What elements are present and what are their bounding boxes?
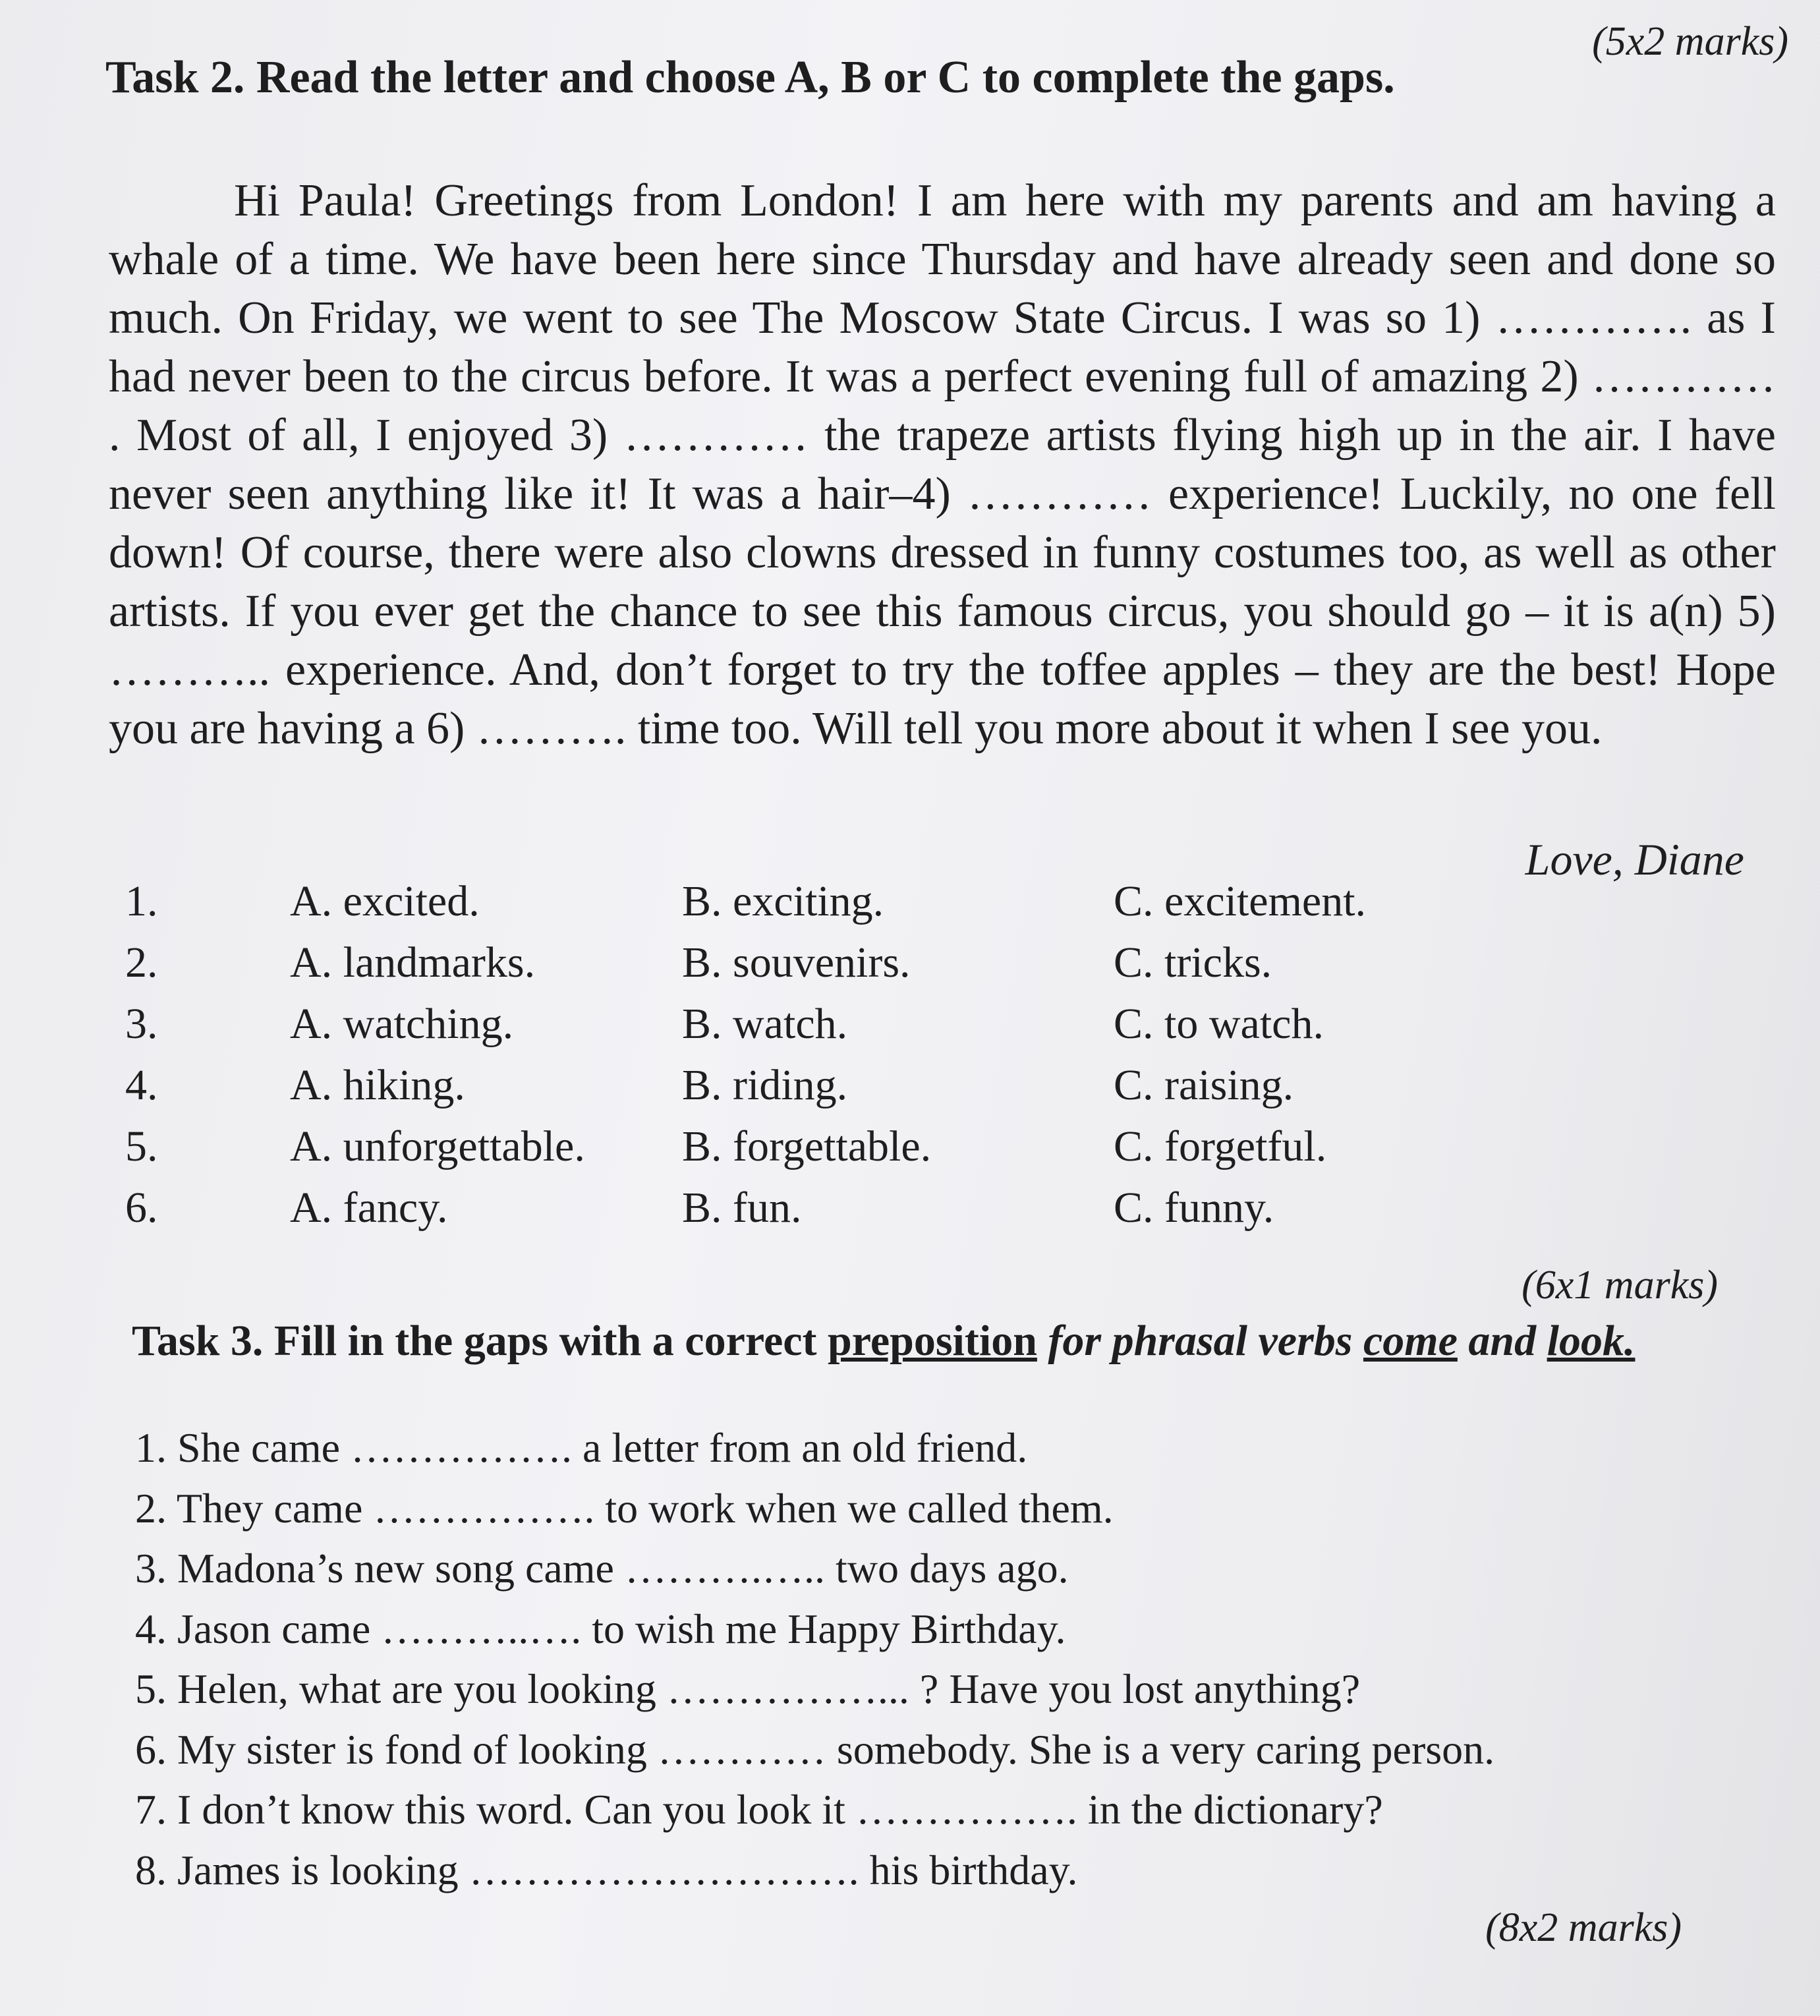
- option-c: C. excitement.: [1114, 877, 1367, 925]
- option-a: A. unforgettable.: [290, 1122, 585, 1170]
- option-row: [125, 938, 1641, 998]
- option-c: C. raising.: [1114, 1061, 1294, 1109]
- task2-marks: (5x2 marks): [1592, 19, 1788, 64]
- option-number: 2.: [125, 938, 158, 987]
- list-item: 3. Madona’s new song came ……….….. two days ago.: [135, 1545, 1069, 1592]
- task3-title-start: Task 3. Fill in the gaps with a correct: [132, 1317, 828, 1365]
- task3-title: [132, 1315, 1700, 1368]
- option-row: [125, 877, 1641, 937]
- option-number: 1.: [125, 877, 158, 925]
- option-number: 5.: [125, 1122, 158, 1170]
- list-item: 1. She came ……………. a letter from an old friend.: [135, 1424, 1028, 1471]
- option-c: C. tricks.: [1114, 938, 1272, 987]
- option-row: [125, 999, 1641, 1060]
- task3-title-and: and: [1457, 1317, 1547, 1365]
- letter-signoff: Love, Diane: [1525, 834, 1744, 884]
- option-b: B. exciting.: [682, 877, 884, 925]
- list-item: 5. Helen, what are you looking ……………... ? Have you lost anything?: [135, 1665, 1361, 1712]
- option-a: A. hiking.: [290, 1061, 465, 1109]
- task3-marks: (8x2 marks): [1485, 1905, 1682, 1950]
- option-c: C. to watch.: [1114, 1000, 1324, 1048]
- option-b: B. forgettable.: [682, 1122, 932, 1170]
- list-item: 8. James is looking ………………………. his birthday.: [135, 1846, 1078, 1893]
- option-a: A. excited.: [290, 877, 480, 925]
- letter-body: [109, 171, 1776, 758]
- task3-title-come: come: [1363, 1317, 1458, 1365]
- task2-title: Task 2. Read the letter and choose A, B or C to complete the gaps.: [105, 52, 1395, 103]
- letter-text: Hi Paula! Greetings from London! I am here with my parents and am having a whale of a time. We have been here since Thursday and have already seen and done so much. On Friday, we went to see The Moscow State Circus. I was so 1) …………. as I had never been to the circus before. It was a perfect evening full of amazing 2) ………… . Most of all, I enjoyed 3) ………… the trapeze artists flying high up in the air. I have never seen anything like it! It was a hair–4) ………… experience! Luckily, no one fell down! Of course, there were also clowns dressed in funny costumes too, as well as other artists. If you ever get the chance to see this famous circus, you should go – it is a(n) 5) ……….. experience. And, don’t forget to try the toffee apples – they are the best! Hope you are having a 6) ………. time too. Will tell you more about it when I see you.: [109, 175, 1776, 754]
- option-c: C. funny.: [1114, 1184, 1274, 1232]
- option-number: 3.: [125, 1000, 158, 1048]
- task3-title-look: look.: [1547, 1317, 1635, 1365]
- option-b: B. fun.: [682, 1184, 802, 1232]
- option-row: [125, 1183, 1641, 1244]
- option-number: 6.: [125, 1184, 158, 1232]
- task3-title-preposition: preposition: [828, 1317, 1037, 1365]
- option-row: [125, 1122, 1641, 1182]
- option-b: B. souvenirs.: [682, 938, 911, 987]
- option-c: C. forgetful.: [1114, 1122, 1327, 1170]
- list-item: 4. Jason came ………..…. to wish me Happy Birthday.: [135, 1605, 1066, 1652]
- option-b: B. riding.: [682, 1061, 848, 1109]
- task3-title-for: for phrasal verbs: [1037, 1317, 1363, 1365]
- option-a: A. landmarks.: [290, 938, 536, 987]
- option-number: 4.: [125, 1061, 158, 1109]
- option-b: B. watch.: [682, 1000, 848, 1048]
- option-row: [125, 1060, 1641, 1121]
- option-a: A. watching.: [290, 1000, 514, 1048]
- list-item: 7. I don’t know this word. Can you look it ……………. in the dictionary?: [135, 1786, 1383, 1833]
- option-a: A. fancy.: [290, 1184, 448, 1232]
- task3-list: [135, 1424, 1494, 1906]
- list-item: 2. They came ……………. to work when we called them.: [135, 1484, 1114, 1532]
- list-item: 6. My sister is fond of looking ………… somebody. She is a very caring person.: [135, 1725, 1495, 1773]
- task2-marks-bottom: (6x1 marks): [1521, 1263, 1718, 1308]
